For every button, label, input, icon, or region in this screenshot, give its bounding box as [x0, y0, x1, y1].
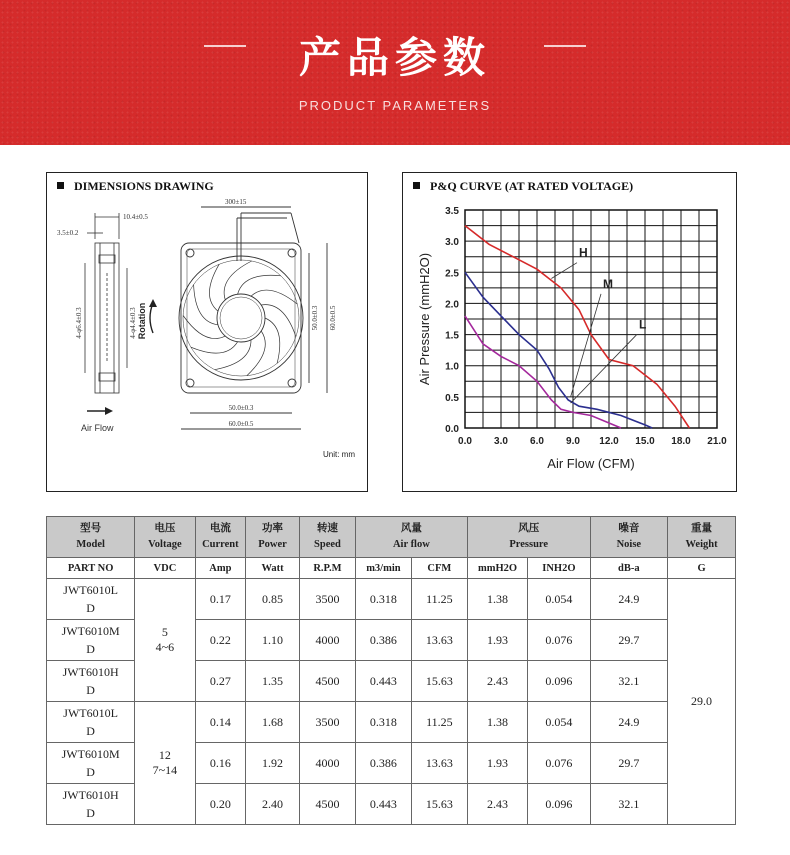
current-cell: 0.16 — [195, 743, 246, 784]
airflow-m3-cell: 0.386 — [355, 743, 411, 784]
power-cell: 0.85 — [246, 579, 300, 620]
airflow-cfm-cell: 13.63 — [411, 743, 467, 784]
current-cell: 0.27 — [195, 661, 246, 702]
airflow-m3-cell: 0.318 — [355, 702, 411, 743]
x-tick-label: 0.0 — [458, 436, 472, 447]
airflow-cfm-cell: 15.63 — [411, 784, 467, 825]
noise-cell: 32.1 — [590, 784, 668, 825]
x-tick-label: 15.0 — [635, 436, 655, 447]
unit-cell: mmH2O — [467, 558, 527, 579]
unit-cell: dB-a — [590, 558, 668, 579]
voltage-cell: 12 7~14 — [135, 702, 195, 825]
banner-subtitle: PRODUCT PARAMETERS — [298, 98, 492, 113]
fan-blade — [251, 290, 297, 304]
table-row — [47, 579, 736, 620]
col-header-speed: 转速 Speed — [299, 517, 355, 558]
power-cell: 1.10 — [246, 620, 300, 661]
pressure-mmh2o-cell: 1.38 — [467, 702, 527, 743]
current-cell: 0.14 — [195, 702, 246, 743]
unit-cell: R.P.M — [299, 558, 355, 579]
speed-cell: 4000 — [299, 620, 355, 661]
pressure-mmh2o-cell: 1.93 — [467, 620, 527, 661]
dimensions-title: DIMENSIONS DRAWING — [74, 179, 214, 193]
x-tick-label: 21.0 — [707, 436, 727, 447]
air-flow-label: Air Flow — [81, 423, 114, 433]
header-row — [47, 517, 736, 558]
airflow-m3-cell: 0.443 — [355, 784, 411, 825]
dim-size-vertical: 60.0±0.5 — [329, 305, 337, 331]
airflow-cfm-cell: 11.25 — [411, 702, 467, 743]
speed-cell: 3500 — [299, 579, 355, 620]
pressure-inh2o-cell: 0.096 — [528, 784, 590, 825]
series-label-m: M — [603, 276, 613, 291]
unit-cell: VDC — [135, 558, 195, 579]
x-tick-label: 12.0 — [599, 436, 619, 447]
noise-cell: 29.7 — [590, 620, 668, 661]
speed-cell: 4500 — [299, 784, 355, 825]
series-label-l: L — [639, 317, 647, 332]
pq-chart — [403, 173, 736, 491]
pressure-mmh2o-cell: 2.43 — [467, 784, 527, 825]
unit-cell: Watt — [246, 558, 300, 579]
x-tick-label: 6.0 — [530, 436, 544, 447]
x-tick-label: 9.0 — [566, 436, 580, 447]
rotation-label: Rotation — [137, 302, 147, 340]
y-tick-label: 1.0 — [445, 361, 459, 373]
dim-lead-wire: 300±15 — [225, 198, 247, 206]
airflow-cfm-cell: 15.63 — [411, 661, 467, 702]
table-row — [47, 702, 736, 743]
y-axis-label: Air Pressure (mmH2O) — [417, 252, 432, 386]
unit-cell: G — [668, 558, 736, 579]
x-tick-label: 18.0 — [671, 436, 691, 447]
unit-cell: Amp — [195, 558, 246, 579]
dim-hole-inner: 4-φ4.4±0.3 — [129, 307, 137, 339]
x-axis-label: Air Flow (CFM) — [547, 456, 635, 471]
y-tick-label: 3.5 — [445, 206, 459, 217]
voltage-cell: 5 4~6 — [135, 579, 195, 702]
pressure-inh2o-cell: 0.076 — [528, 743, 590, 784]
dim-size-horizontal: 60.0±0.5 — [228, 420, 254, 428]
power-cell: 2.40 — [246, 784, 300, 825]
col-header-noise: 噪音 Noise — [590, 517, 668, 558]
series-line-h — [465, 226, 689, 428]
noise-cell: 32.1 — [590, 661, 668, 702]
series-label-h: H — [579, 245, 588, 260]
dim-lip: 3.5±0.2 — [57, 229, 79, 237]
airflow-m3-cell: 0.318 — [355, 579, 411, 620]
col-header-weight: 重量 Weight — [668, 517, 736, 558]
airflow-cfm-cell: 11.25 — [411, 579, 467, 620]
airflow-m3-cell: 0.386 — [355, 620, 411, 661]
noise-cell: 24.9 — [590, 702, 668, 743]
weight-cell: 29.0 — [668, 579, 736, 825]
unit-cell: m3/min — [355, 558, 411, 579]
model-cell: JWT6010H D — [47, 784, 135, 825]
current-cell: 0.22 — [195, 620, 246, 661]
unit-cell: CFM — [411, 558, 467, 579]
airflow-cfm-cell: 13.63 — [411, 620, 467, 661]
speed-cell: 3500 — [299, 702, 355, 743]
pressure-mmh2o-cell: 1.93 — [467, 743, 527, 784]
power-cell: 1.35 — [246, 661, 300, 702]
fan-blade — [191, 342, 238, 353]
series-line-l — [465, 316, 621, 428]
dim-spacing-horizontal: 50.0±0.3 — [228, 404, 254, 412]
power-cell: 1.92 — [246, 743, 300, 784]
col-header-current: 电流 Current — [195, 517, 246, 558]
current-cell: 0.17 — [195, 579, 246, 620]
col-header-pressure: 风压 Pressure — [467, 517, 590, 558]
fan-front-view — [149, 207, 327, 429]
chart-title: P&Q CURVE (AT RATED VOLTAGE) — [430, 179, 634, 193]
y-tick-label: 3.0 — [445, 237, 459, 249]
unit-label: Unit: mm — [323, 450, 355, 459]
header-banner — [0, 0, 790, 145]
pressure-mmh2o-cell: 1.38 — [467, 579, 527, 620]
model-cell: JWT6010H D — [47, 661, 135, 702]
spec-table — [46, 516, 736, 825]
dim-thickness: 10.4±0.5 — [123, 213, 148, 221]
power-cell: 1.68 — [246, 702, 300, 743]
units-row — [47, 558, 736, 579]
pressure-inh2o-cell: 0.054 — [528, 702, 590, 743]
speed-cell: 4000 — [299, 743, 355, 784]
model-cell: JWT6010M D — [47, 620, 135, 661]
noise-cell: 29.7 — [590, 743, 668, 784]
col-header-model: 型号 Model — [47, 517, 135, 558]
pressure-inh2o-cell: 0.076 — [528, 620, 590, 661]
dim-spacing-vertical: 50.0±0.3 — [311, 305, 319, 331]
pressure-mmh2o-cell: 2.43 — [467, 661, 527, 702]
col-header-voltage: 电压 Voltage — [135, 517, 195, 558]
fan-blade — [215, 340, 251, 370]
speed-cell: 4500 — [299, 661, 355, 702]
pressure-inh2o-cell: 0.054 — [528, 579, 590, 620]
fan-blades — [183, 261, 297, 376]
pressure-inh2o-cell: 0.096 — [528, 661, 590, 702]
pq-curve-panel — [402, 172, 737, 492]
col-header-airflow: 风量 Air flow — [355, 517, 467, 558]
y-tick-label: 1.5 — [445, 330, 459, 342]
unit-cell: PART NO — [47, 558, 135, 579]
fan-blade — [247, 331, 265, 376]
fan-blade — [261, 305, 296, 337]
y-tick-label: 0.0 — [445, 424, 459, 435]
dim-hole-outer: 4-φ6.4±0.3 — [75, 307, 83, 339]
unit-cell: INH2O — [528, 558, 590, 579]
current-cell: 0.20 — [195, 784, 246, 825]
dimensions-panel — [46, 172, 368, 492]
y-tick-label: 0.5 — [445, 392, 459, 404]
col-header-power: 功率 Power — [246, 517, 300, 558]
fan-side-view — [85, 213, 127, 415]
fan-blade — [209, 264, 219, 311]
fan-drawing — [47, 173, 367, 491]
model-cell: JWT6010L D — [47, 579, 135, 620]
y-tick-label: 2.5 — [445, 268, 459, 280]
x-tick-label: 3.0 — [494, 436, 508, 447]
y-tick-label: 2.0 — [445, 299, 459, 311]
noise-cell: 24.9 — [590, 579, 668, 620]
fan-blade — [265, 318, 280, 363]
model-cell: JWT6010L D — [47, 702, 135, 743]
airflow-m3-cell: 0.443 — [355, 661, 411, 702]
fan-blade — [194, 285, 218, 325]
banner-title: 产品参数 — [298, 33, 491, 82]
model-cell: JWT6010M D — [47, 743, 135, 784]
